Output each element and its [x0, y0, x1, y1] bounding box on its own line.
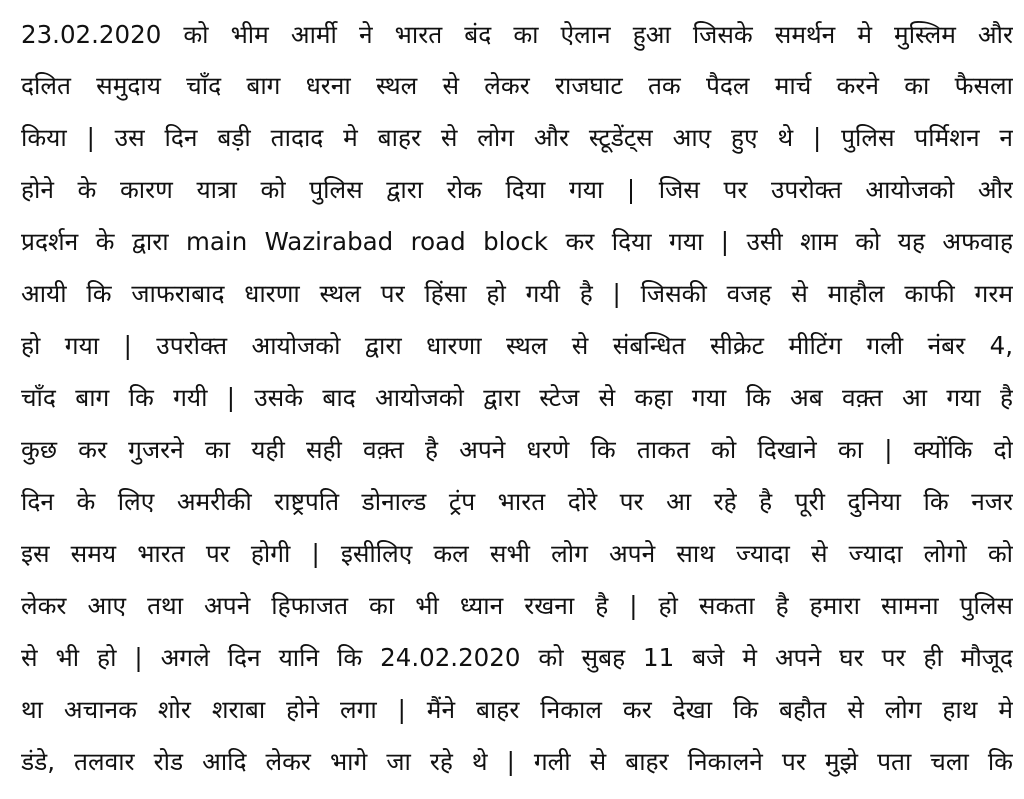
text-line: हो गया | उपरोक्त आयोजको द्वारा धारणा स्थल से संबन्धित सीक्रेट मीटिंग गली नंबर 4,: [21, 331, 1013, 360]
text-line: चाँद बाग कि गयी | उसके बाद आयोजको द्वारा स्टेज से कहा गया कि अब वक़्त आ गया है: [21, 383, 1013, 412]
text-line: लेकर आए तथा अपने हिफाजत का भी ध्यान रखना है | हो सकता है हमारा सामना पुलिस: [21, 591, 1013, 620]
text-line: किया | उस दिन बड़ी तादाद मे बाहर से लोग और स्टूडेंट्स आए हुए थे | पुलिस पर्मिशन न: [21, 123, 1013, 152]
text-line: था अचानक शोर शराबा होने लगा | मैंने बाहर निकाल कर देखा कि बहौत से लोग हाथ मे: [21, 695, 1013, 724]
text-line: से भी हो | अगले दिन यानि कि 24.02.2020 को सुबह 11 बजे मे अपने घर पर ही मौजूद: [21, 643, 1013, 672]
text-line: दिन के लिए अमरीकी राष्ट्रपति डोनाल्ड ट्रंप भारत दोरे पर आ रहे है पूरी दुनिया कि नजर: [21, 487, 1013, 516]
text-line: होने के कारण यात्रा को पुलिस द्वारा रोक दिया गया | जिस पर उपरोक्त आयोजको और: [21, 175, 1013, 204]
text-line: 23.02.2020 को भीम आर्मी ने भारत बंद का ऐलान हुआ जिसके समर्थन मे मुस्लिम और: [21, 20, 1013, 49]
text-line: प्रदर्शन के द्वारा main Wazirabad road block कर दिया गया | उसी शाम को यह अफवाह: [21, 227, 1013, 256]
text-line: कुछ कर गुजरने का यही सही वक़्त है अपने धरणे कि ताकत को दिखाने का | क्योंकि दो: [21, 435, 1013, 464]
text-line: दलित समुदाय चाँद बाग धरना स्थल से लेकर राजघाट तक पैदल मार्च करने का फैसला: [21, 71, 1013, 100]
text-line: इस समय भारत पर होगी | इसीलिए कल सभी लोग अपने साथ ज्यादा से ज्यादा लोगो को: [21, 539, 1013, 568]
text-line: डंडे, तलवार रोड आदि लेकर भागे जा रहे थे | गली से बाहर निकालने पर मुझे पता चला कि: [21, 747, 1013, 776]
text-line: आयी कि जाफराबाद धारणा स्थल पर हिंसा हो गयी है | जिसकी वजह से माहौल काफी गरम: [21, 279, 1013, 308]
